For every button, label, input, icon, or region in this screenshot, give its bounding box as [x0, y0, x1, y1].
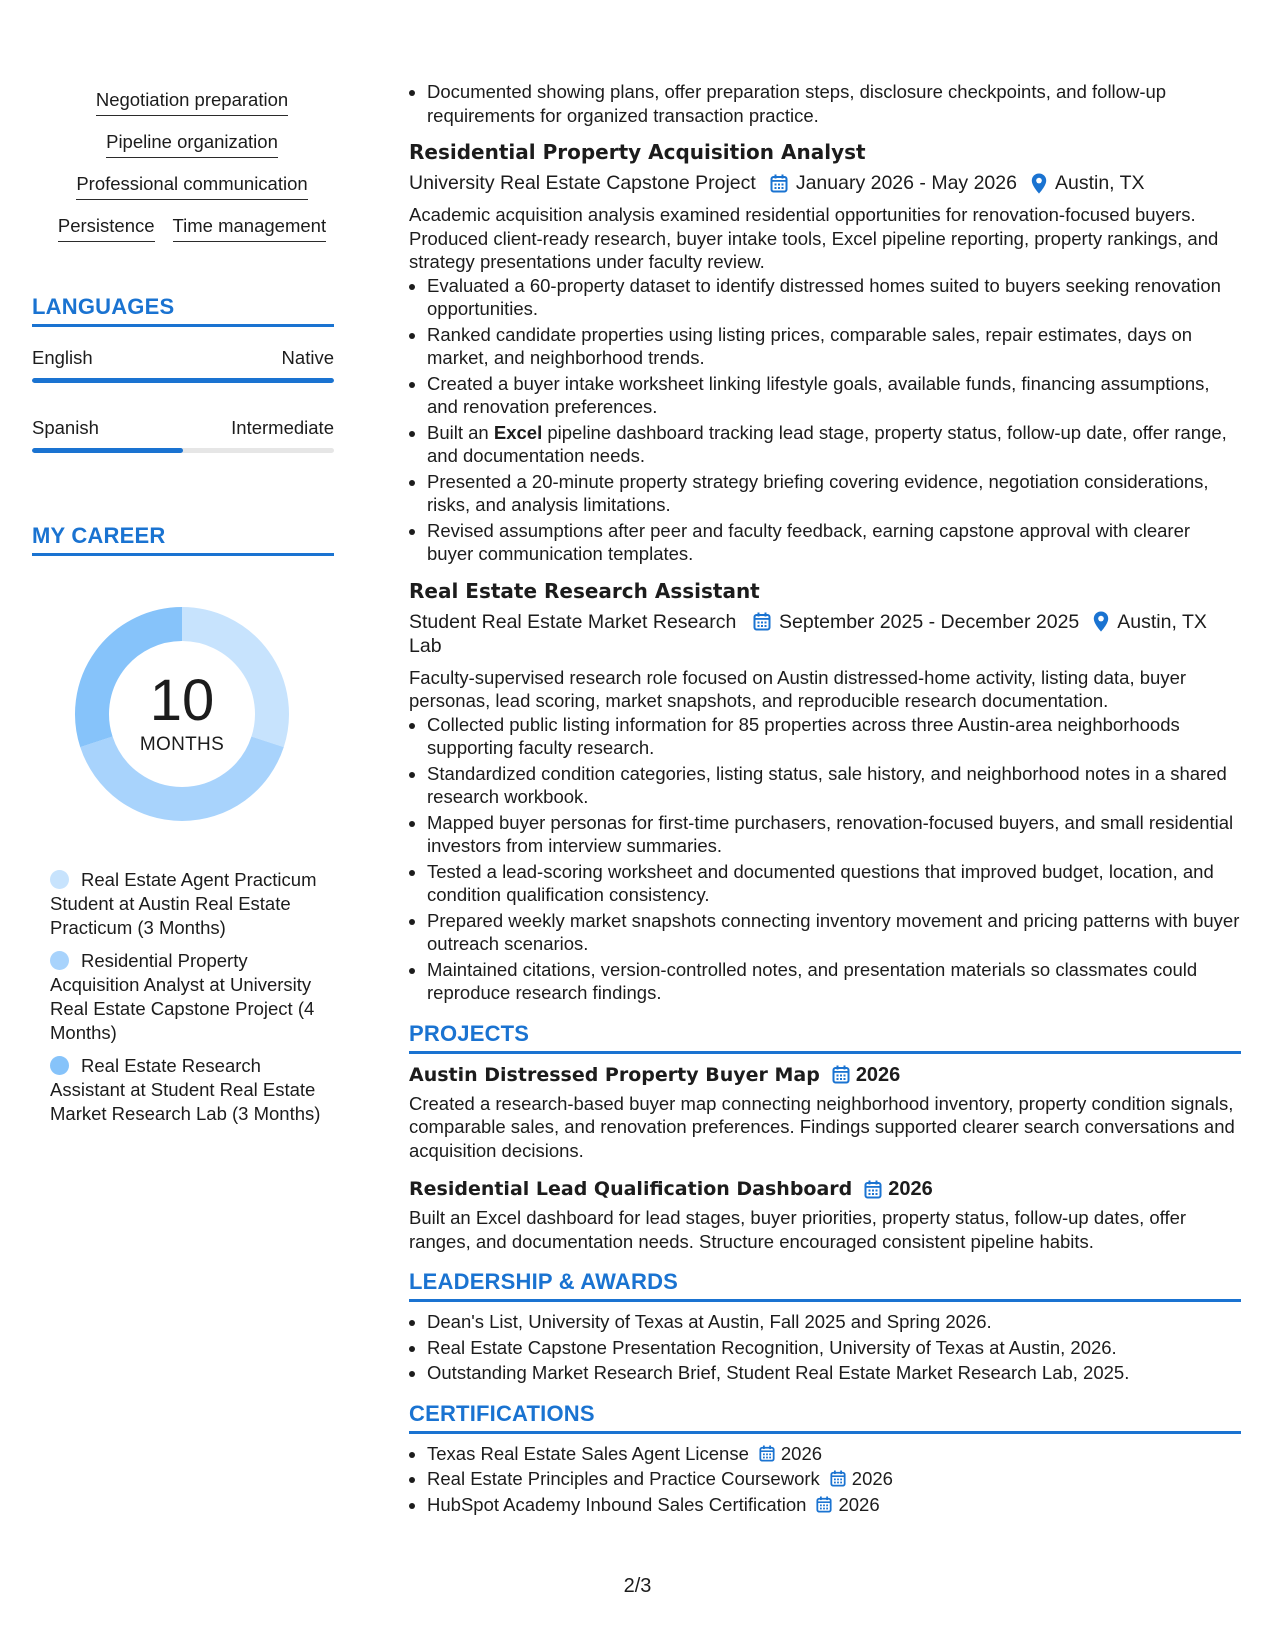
award-item: • Real Estate Capstone Presentation Recognition, University of Texas at Austin, 2026. [427, 1336, 1241, 1360]
bullet-item: • Evaluated a 60-property dataset to identify distressed homes suited to buyers seeking renovation opportunities. [427, 274, 1241, 321]
skill-chip: Professional communication [76, 172, 307, 200]
project-title [409, 1176, 1241, 1202]
projects-heading: PROJECTS [409, 1021, 1241, 1054]
language-item [32, 347, 334, 369]
career-legend-item [50, 1054, 330, 1126]
job-bullets [409, 713, 1241, 1005]
awards-heading: LEADERSHIP & AWARDS [409, 1269, 1241, 1302]
calendar-icon [816, 1496, 832, 1513]
certification-year: 2026 [838, 1493, 880, 1515]
project-title [409, 1062, 1241, 1088]
career-legend-label: Real Estate Agent Practicum Student at Austin Real Estate Practicum (3 Months) [50, 869, 317, 938]
career-legend-label: Real Estate Research Assistant at Student Real Estate Market Research Lab (3 Months) [50, 1055, 321, 1124]
bullet-item: • Tested a lead-scoring worksheet and documented questions that improved budget, location, and condition qualification consistency. [427, 860, 1241, 907]
certification-year: 2026 [851, 1468, 893, 1489]
job-location-text: Austin, TX [1054, 172, 1145, 194]
certification-name: • Texas Real Estate Sales Agent License [427, 1442, 749, 1464]
bullet-item: • Standardized condition categories, listing status, sale history, and neighborhood notes in a shared research workbook. [427, 762, 1241, 809]
legend-dot-icon [50, 1056, 69, 1075]
project-description: Built an Excel dashboard for lead stages, buyer priorities, property status, follow-up dates, offer ranges, and documentation needs. Structure encouraged consistent pipeline habits. [409, 1207, 1187, 1252]
legend-dot-icon [50, 951, 69, 970]
project-entry [409, 1176, 1241, 1253]
previous-job-bullets [409, 80, 1241, 127]
job-org: University Real Estate Capstone Project [409, 172, 756, 194]
bullet-item [427, 421, 1241, 468]
page-number: 2/3 [623, 1575, 652, 1597]
language-name: English [32, 347, 93, 368]
certifications-list [409, 1442, 1241, 1517]
bullet-item: • Presented a 20-minute property strategy briefing covering evidence, negotiation considerations, risks, and analysis limitations. [427, 470, 1241, 517]
awards-list [409, 1310, 1241, 1385]
bullet-item: • Mapped buyer personas for first-time purchasers, renovation-focused buyers, and small residential investors from interview summaries. [427, 811, 1241, 858]
job-org: Student Real Estate Market Research Lab [409, 610, 737, 657]
languages-heading: LANGUAGES [32, 294, 334, 327]
certification-item [427, 1493, 1241, 1517]
project-description: Created a research-based buyer map connecting neighborhood inventory, property condition signals, comparable sales, and renovation preferences. Findings supported clearer search conversations and acquisition decisions. [409, 1092, 1235, 1161]
certification-name: • HubSpot Academy Inbound Sales Certification [427, 1493, 807, 1515]
bullet-item: • Collected public listing information for 85 properties across three Austin-area neighborhoods supporting faculty research. [427, 713, 1241, 760]
certification-name: • Real Estate Principles and Practice Coursework [427, 1468, 820, 1489]
skill-chip: Negotiation preparation [96, 88, 288, 116]
award-item: • Outstanding Market Research Brief, Student Real Estate Market Research Lab, 2025. [427, 1361, 1241, 1385]
skills-list [32, 88, 352, 242]
language-level: Native [281, 347, 334, 368]
job-dates [770, 171, 1017, 195]
language-bar [32, 378, 334, 383]
map-pin-icon [1093, 611, 1109, 632]
language-name: Spanish [32, 417, 99, 438]
calendar-icon [830, 1470, 846, 1487]
career-legend-item [50, 868, 330, 940]
bullet-text: Built an [427, 421, 494, 443]
project-year: 2026 [855, 1063, 901, 1086]
language-bar [32, 448, 334, 453]
job-dates-text: January 2026 - May 2026 [795, 172, 1017, 194]
certification-year: 2026 [780, 1442, 823, 1464]
calendar-icon [770, 174, 788, 193]
calendar-icon [753, 612, 771, 631]
certification-item [427, 1442, 1241, 1466]
bullet-item: • Created a buyer intake worksheet linking lifestyle goals, available funds, financing assumptions, and renovation preferences. [427, 372, 1241, 419]
skill-chip: Time management [173, 214, 327, 242]
language-level: Intermediate [231, 417, 334, 438]
project-name: Residential Lead Qualification Dashboard [409, 1178, 853, 1200]
right-column [409, 80, 1241, 1518]
languages-list [32, 347, 334, 453]
career-donut [62, 594, 302, 834]
job-meta [409, 610, 1241, 658]
career-legend-item [50, 949, 330, 1045]
legend-dot-icon [50, 870, 69, 889]
bullet-item: • Ranked candidate properties using listing prices, comparable sales, repair estimates, days on market, and neighborhood trends. [427, 323, 1241, 370]
job-location [1093, 610, 1207, 634]
certifications-heading: CERTIFICATIONS [409, 1401, 1241, 1434]
career-total-unit: MONTHS [139, 734, 225, 755]
career-legend [50, 868, 330, 1126]
bullet-item: • Maintained citations, version-controlled notes, and presentation materials so classmates could reproduce research findings. [427, 958, 1241, 1005]
calendar-icon [759, 1445, 775, 1462]
bullet-item: • Documented showing plans, offer preparation steps, disclosure checkpoints, and follow-up requirements for organized transaction practice. [427, 80, 1241, 127]
map-pin-icon [1031, 173, 1047, 194]
left-column [32, 82, 352, 1135]
project-entry [409, 1062, 1241, 1163]
language-bar-fill [32, 378, 334, 383]
career-legend-label: Residential Property Acquisition Analyst at University Real Estate Capstone Project (4 Months) [50, 950, 315, 1043]
language-item [32, 417, 334, 439]
project-year: 2026 [888, 1178, 933, 1200]
calendar-icon [864, 1180, 882, 1199]
bullet-item: • Revised assumptions after peer and faculty feedback, earning capstone approval with clearer buyer communication templates. [427, 519, 1241, 566]
award-item: • Dean's List, University of Texas at Austin, Fall 2025 and Spring 2026. [427, 1310, 1241, 1334]
job-summary: Faculty-supervised research role focused on Austin distressed-home activity, listing data, buyer personas, lead scoring, market snapshots, and reproducible research documentation. [409, 666, 1187, 711]
bullet-item: • Prepared weekly market snapshots connecting inventory movement and pricing patterns with buyer outreach scenarios. [427, 909, 1241, 956]
certification-item [427, 1467, 1241, 1491]
job-title: Residential Property Acquisition Analyst [409, 140, 866, 164]
career-heading: MY CAREER [32, 523, 334, 556]
job-title: Real Estate Research Assistant [409, 578, 760, 603]
project-name: Austin Distressed Property Buyer Map [409, 1063, 820, 1086]
bullet-text: pipeline dashboard tracking lead stage, property status, follow-up date, offer range, and documentation needs. [427, 421, 1227, 466]
career-total [62, 594, 302, 834]
job-entry [409, 139, 1241, 566]
skill-chip: Pipeline organization [106, 130, 278, 158]
job-dates-text: September 2025 - December 2025 [779, 610, 1080, 633]
calendar-icon [832, 1065, 850, 1084]
bullet-bold-text: Excel [493, 421, 543, 443]
job-location [1031, 171, 1145, 195]
skill-chip: Persistence [58, 214, 155, 242]
job-entry [409, 578, 1241, 1005]
job-bullets [409, 274, 1241, 566]
career-total-number: 10 [149, 668, 215, 733]
language-bar-fill [32, 448, 183, 453]
job-summary: Academic acquisition analysis examined residential opportunities for renovation-focused buyers. Produced client-ready research, buyer intake tools, Excel pipeline reporting, property rankings, and strategy presentations under faculty review. [409, 204, 1219, 272]
job-dates [753, 610, 1079, 634]
job-meta [409, 171, 1241, 195]
job-location-text: Austin, TX [1117, 610, 1207, 633]
